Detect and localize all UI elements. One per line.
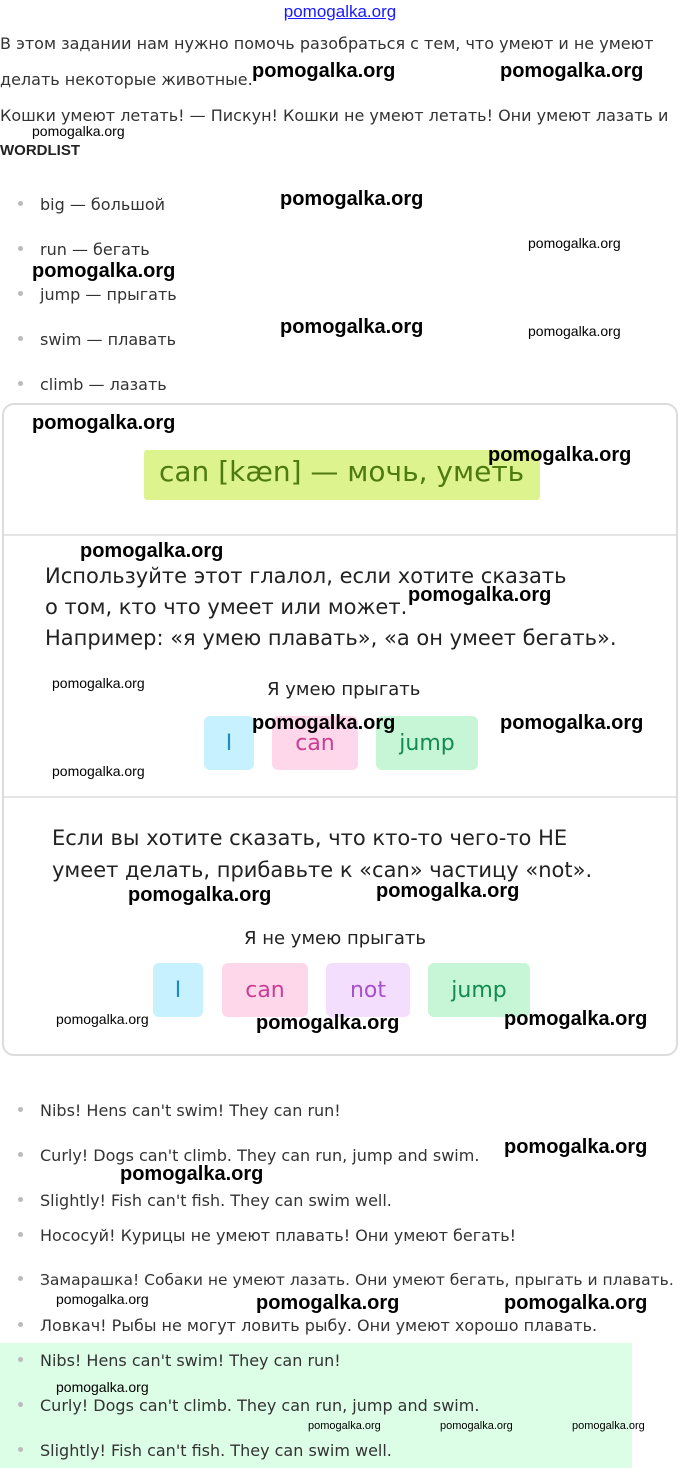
example-caption: Я не умею прыгать — [244, 928, 426, 949]
bullet-icon — [18, 381, 23, 386]
bullet-icon — [18, 1197, 23, 1202]
answer-text: Nibs! Hens can't swim! They can run! — [40, 1351, 341, 1370]
watermark: pomogalka.org — [408, 584, 552, 606]
list-item — [18, 285, 177, 304]
word-chip-can: can — [272, 716, 358, 770]
answer-text: Ловкач! Рыбы не могут ловить рыбу. Они умеют хорошо плавать. — [40, 1316, 598, 1335]
watermark: pomogalka.org — [32, 412, 176, 434]
list-item — [18, 240, 150, 259]
intro-line-1: В этом задании нам нужно помочь разобраться с тем, что умеют и не умеют — [0, 34, 654, 53]
list-item — [18, 1396, 479, 1415]
watermark: pomogalka.org — [52, 763, 145, 779]
watermark: pomogalka.org — [252, 60, 396, 82]
watermark: pomogalka.org — [376, 880, 520, 902]
watermark: pomogalka.org — [56, 1379, 149, 1395]
answer-text: Замарашка! Собаки не умеют лазать. Они умеют бегать, прыгать и плавать. — [40, 1271, 674, 1289]
bullet-icon — [18, 1152, 23, 1157]
explain-line-2: о том, кто что умеет или может. — [45, 595, 408, 619]
bullet-icon — [18, 291, 23, 296]
watermark: pomogalka.org — [80, 540, 224, 562]
list-item — [18, 1441, 392, 1460]
bullet-icon — [18, 1357, 23, 1362]
bullet-icon — [18, 246, 23, 251]
watermark: pomogalka.org — [504, 1292, 648, 1314]
list-item — [18, 1191, 392, 1210]
word-chip-not: not — [326, 963, 410, 1017]
bullet-icon — [18, 1232, 23, 1237]
list-item — [18, 330, 176, 349]
site-link[interactable]: pomogalka.org — [283, 2, 397, 21]
watermark: pomogalka.org — [56, 1291, 149, 1307]
negative-line-1: Если вы хотите сказать, что кто-то чего-то НЕ — [52, 826, 568, 850]
watermark: pomogalka.org — [528, 235, 621, 251]
intro-line-3: Кошки умеют летать! — Пискун! Кошки не умеют летать! Они умеют лазать и — [0, 106, 669, 125]
watermark: pomogalka.org — [280, 188, 424, 210]
list-item — [18, 1226, 516, 1245]
list-item — [18, 195, 165, 214]
wordlist-title: WORDLIST — [0, 142, 80, 159]
watermark: pomogalka.org — [52, 675, 145, 691]
answer-text: Curly! Dogs can't climb. They can run, jump and swim. — [40, 1146, 480, 1165]
bullet-icon — [18, 1402, 23, 1407]
word-chip-jump: jump — [376, 716, 478, 770]
watermark: pomogalka.org — [488, 444, 632, 466]
bullet-icon — [18, 1447, 23, 1452]
list-item — [18, 1271, 674, 1289]
intro-line-2: делать некоторые животные. — [0, 70, 253, 89]
watermark: pomogalka.org — [256, 1292, 400, 1314]
divider — [4, 796, 676, 798]
watermark: pomogalka.org — [32, 123, 125, 139]
list-item-label: big — большой — [40, 195, 166, 214]
list-item-label: run — бегать — [40, 240, 150, 259]
watermark: pomogalka.org — [252, 712, 396, 734]
bullet-icon — [18, 1107, 23, 1112]
explain-line-3: Например: «я умею плавать», «а он умеет бегать». — [45, 626, 617, 650]
negative-line-2: умеет делать, прибавьте к «can» частицу «not». — [52, 858, 593, 882]
answer-text: Нососуй! Курицы не умеют плавать! Они умеют бегать! — [40, 1226, 517, 1245]
example-caption: Я умею прыгать — [267, 679, 421, 700]
answer-text: Nibs! Hens can't swim! They can run! — [40, 1101, 341, 1120]
answer-text: Slightly! Fish can't fish. They can swim well. — [40, 1191, 392, 1210]
watermark: pomogalka.org — [504, 1008, 648, 1030]
list-item — [18, 1351, 341, 1370]
watermark: pomogalka.org — [500, 712, 644, 734]
bullet-icon — [18, 336, 23, 341]
list-item — [18, 375, 167, 394]
watermark: pomogalka.org — [32, 260, 176, 282]
watermark: pomogalka.org — [280, 316, 424, 338]
word-chip-i: I — [153, 963, 203, 1017]
divider — [4, 534, 676, 536]
list-item-label: jump — прыгать — [40, 285, 177, 304]
word-chip-jump: jump — [428, 963, 530, 1017]
answer-text: Curly! Dogs can't climb. They can run, jump and swim. — [40, 1396, 480, 1415]
bullet-icon — [18, 1322, 23, 1327]
watermark: pomogalka.org — [440, 1420, 513, 1432]
watermark: pomogalka.org — [504, 1136, 648, 1158]
watermark: pomogalka.org — [56, 1011, 149, 1027]
word-chip-can: can — [222, 963, 308, 1017]
watermark: pomogalka.org — [500, 60, 644, 82]
bullet-icon — [18, 201, 23, 206]
word-chip-i: I — [204, 716, 254, 770]
bullet-icon — [18, 1276, 23, 1281]
watermark: pomogalka.org — [308, 1420, 381, 1432]
can-definition: can [kæn] — мочь, уметь — [159, 455, 525, 488]
answer-text: Slightly! Fish can't fish. They can swim well. — [40, 1441, 392, 1460]
watermark: pomogalka.org — [528, 323, 621, 339]
list-item-label: swim — плавать — [40, 330, 177, 349]
watermark: pomogalka.org — [128, 884, 272, 906]
watermark: pomogalka.org — [572, 1420, 645, 1432]
list-item-label: climb — лазать — [40, 375, 167, 394]
explain-line-1: Используйте этот глалол, если хотите сказать — [45, 564, 567, 588]
watermark: pomogalka.org — [256, 1012, 400, 1034]
watermark: pomogalka.org — [120, 1163, 264, 1185]
list-item — [18, 1101, 341, 1120]
list-item — [18, 1316, 597, 1335]
